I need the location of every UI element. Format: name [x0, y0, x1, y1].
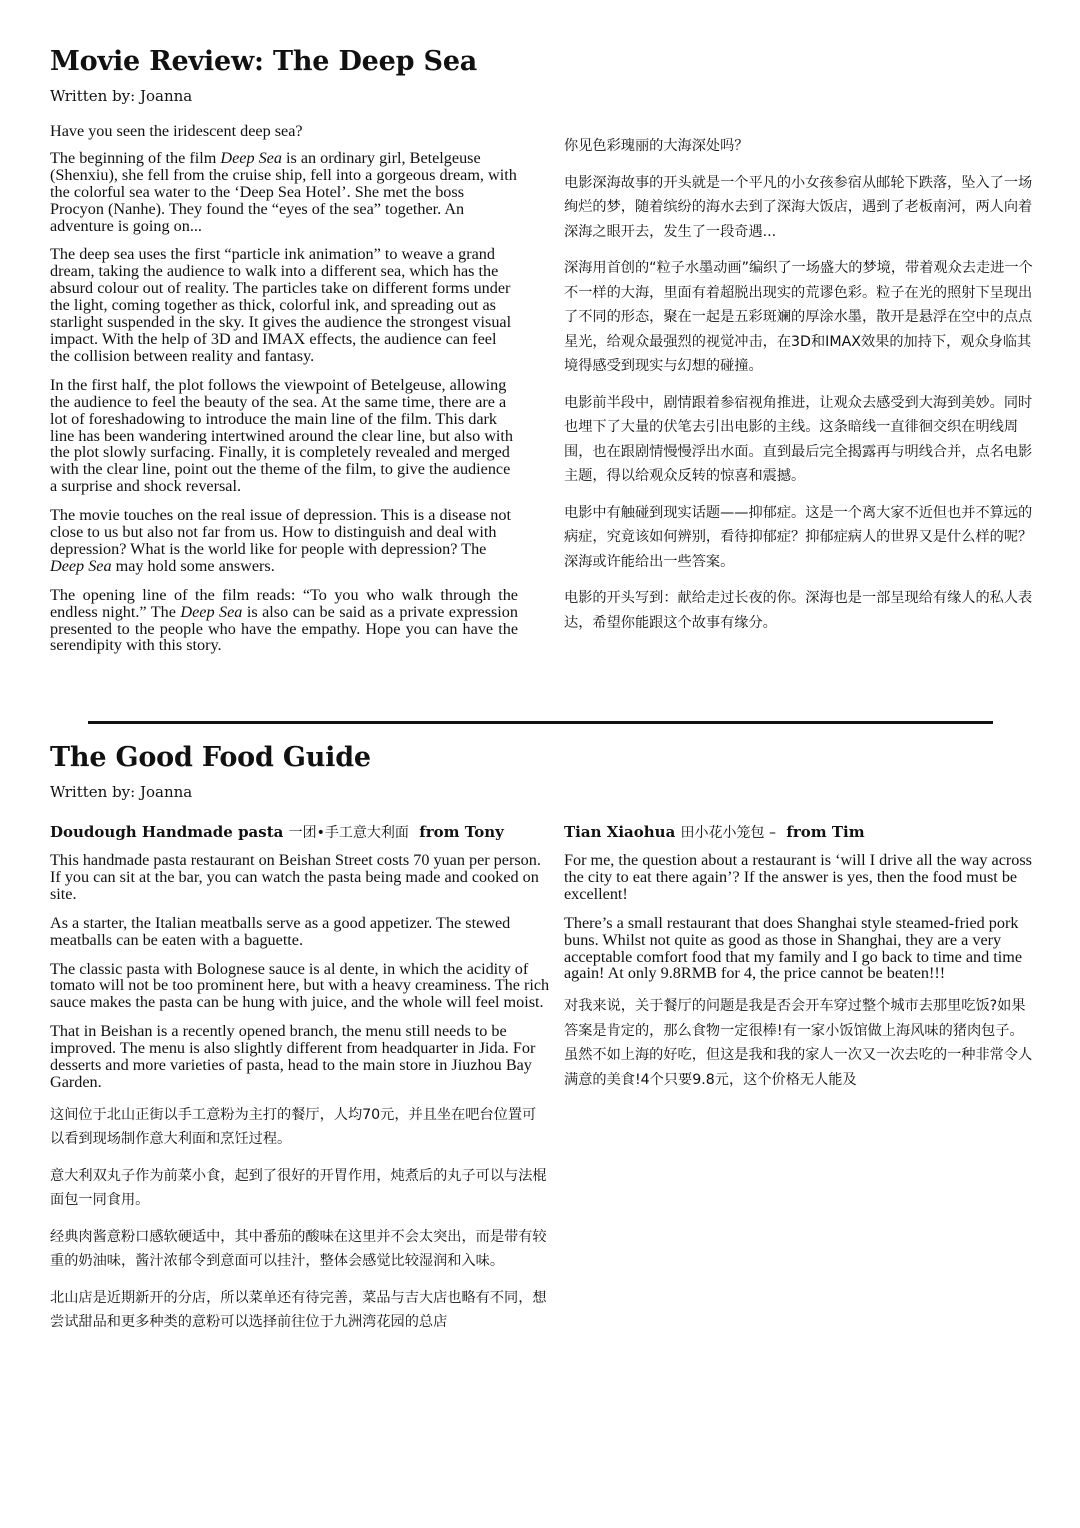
bun-en-paragraph-2: There’s a small restaurant that does Shanghai style steamed-fried pork buns. Whilst not quite as good as those in Shanghai, they are a very acceptable comfort food that my family and I go back to time and time again! At only 9.8RMB for 4, the price cannot be beaten!!!: [564, 913, 1023, 983]
movie-zh-paragraph-2: 电影深海故事的开头就是一个平凡的小女孩参宿从邮轮下跌落，坠入了一场绚烂的梦，随着缤纷的海水去到了深海大饭店，遇到了老板南河，两人向着深海之眼开去，发生了一段奇遇...: [564, 174, 1033, 240]
pasta-heading-cn: 一团•手工意大利面: [288, 825, 409, 841]
bun-heading-en: Tian Xiaohua: [564, 823, 681, 841]
pasta-restaurant-heading: [50, 822, 550, 843]
movie-review-title: Movie Review: The Deep Sea: [50, 46, 478, 77]
pasta-heading-author: from Tony: [408, 823, 504, 841]
section-divider: [88, 721, 993, 724]
movie-en-p2-text-a: The beginning of the film: [50, 148, 221, 167]
movie-zh-paragraph-1: 你见色彩瑰丽的大海深处吗？: [564, 138, 749, 154]
pasta-en-paragraph-3: The classic pasta with Bolognese sauce is al dente, in which the acidity of tomato will not be too prominent here, but with a heavy creaminess. The rich sauce makes the pasta can be hung with juice, and the whole will feel moist.: [50, 959, 550, 1012]
pasta-zh-paragraph-2: 意大利双丸子作为前菜小食，起到了很好的开胃作用，炖煮后的丸子可以与法棍面包一同食用。: [50, 1167, 547, 1209]
food-guide-right-column: [564, 822, 1034, 1104]
movie-zh-paragraph-3: 深海用首创的“粒子水墨动画”编织了一场盛大的梦境，带着观众去走进一个不一样的大海，里面有着超脱出现实的荒谬色彩。粒子在光的照射下呈现出了不同的形态，聚在一起是五彩斑斓的厚涂水墨，散开是悬浮在空中的点点星光，给观众最强烈的视觉冲击，在3D和IMAX效果的加持下，观众身临其境得感受到现实与幻想的碰撞。: [564, 260, 1033, 374]
pasta-zh-paragraph-4: 北山店是近期新开的分店，所以菜单还有待完善，菜品与吉大店也略有不同，想尝试甜品和更多种类的意粉可以选择前往位于九洲湾花园的总店: [50, 1289, 547, 1331]
movie-en-p5-text-b: may hold some answers.: [111, 556, 275, 575]
movie-en-p2-film-title: Deep Sea: [220, 148, 282, 167]
movie-en-paragraph-5: [50, 507, 518, 575]
pasta-heading-en: Doudough Handmade pasta: [50, 823, 289, 841]
pasta-en-paragraph-2: As a starter, the Italian meatballs serve as a good appetizer. The stewed meatballs can be eaten with a baguette.: [50, 913, 511, 949]
bun-heading-author: from Tim: [775, 823, 865, 841]
food-guide-left-column: [50, 822, 550, 1347]
pasta-en-paragraph-4: That in Beishan is a recently opened branch, the menu still needs to be improved. The menu is also slightly different from headquarter in Jida. For desserts and more varieties of pasta, head to the main store in Jiuzhou Bay Garden.: [50, 1022, 536, 1091]
movie-zh-paragraph-5: 电影中有触碰到现实话题——抑郁症。这是一个离大家不近但也并不算远的病症，究竟该如何辨别，看待抑郁症？抑郁症病人的世界又是什么样的呢？深海或许能给出一些答案。: [564, 504, 1033, 570]
movie-en-paragraph-4: In the first half, the plot follows the viewpoint of Betelgeuse, allowing the audience to feel the beauty of the sea. At the same time, there are a lot of foreshadowing to introduce the main line of the film. This dark line has been wandering intertwined around the clear line, but also with the plot slowly surfacing. Finally, it is completely revealed and merged with the clear line, point out the theme of the film, to give the audience a surprise and shock reversal.: [50, 375, 513, 496]
bun-en-paragraph-1: For me, the question about a restaurant is ‘will I drive all the way across the city to eat there again’? If the answer is yes, then the food must be excellent!: [564, 851, 1032, 903]
movie-en-paragraph-6: [50, 587, 518, 655]
movie-review-english-column: [50, 123, 518, 666]
bun-zh-paragraph-1: 对我来说，关于餐厅的问题是我是否会开车穿过整个城市去那里吃饭?如果答案是肯定的，那么食物一定很棒!有一家小饭馆做上海风味的猪肉包子。虽然不如上海的好吃，但这是我和我的家人一次又一次去吃的一种非常令人满意的美食!4个只要9.8元，这个价格无人能及: [564, 998, 1033, 1088]
movie-en-p6-text-a: The opening line of the film reads: “To you who walk through the endless night.” The: [50, 585, 518, 621]
movie-en-paragraph-1: Have you seen the iridescent deep sea?: [50, 122, 303, 140]
movie-en-p2-text-b: is an ordinary girl, Betelgeuse (Shenxiu), she fell from the cruise ship, fell into a gorgeous dream, with the colorful sea water to the ‘Deep Sea Hotel’. She met the boss Procyon (Nanhe). They found the “eyes of the sea” together. An adventure is going on...: [50, 148, 517, 235]
movie-en-p5-film-title: Deep Sea: [50, 556, 112, 575]
movie-review-byline: Written by: Joanna: [50, 87, 193, 105]
movie-en-p6-film-title: Deep Sea: [180, 602, 243, 621]
food-guide-title: The Good Food Guide: [50, 742, 371, 773]
movie-en-paragraph-3: The deep sea uses the first “particle ink animation” to weave a grand dream, taking the audience to walk into a different sea, which has the absurd colour out of reality. The particles take on different forms under the light, coming together as thick, colorful ink, and spreading out as starlight suspended in the sky. It gives the audience the strongest visual impact. With the help of 3D and IMAX effects, the audience can feel the collision between reality and fantasy.: [50, 245, 512, 365]
movie-en-p6-text-b: is also can be said as a private expression presented to the people who have the empathy. Hope you can have the serendipity with this story.: [50, 602, 518, 655]
food-guide-byline: Written by: Joanna: [50, 783, 193, 801]
bun-restaurant-heading: [564, 822, 1034, 843]
movie-en-paragraph-2: [50, 150, 518, 235]
movie-review-section: [50, 44, 1033, 655]
pasta-en-paragraph-1: This handmade pasta restaurant on Beishan Street costs 70 yuan per person. If you can sit at the bar, you can watch the pasta being made and cooked on site.: [50, 851, 541, 903]
movie-zh-paragraph-6: 电影的开头写到：献给走过长夜的你。深海也是一部呈现给有缘人的私人表达，希望你能跟这个故事有缘分。: [564, 590, 1033, 631]
pasta-zh-paragraph-3: 经典肉酱意粉口感软硬适中，其中番茄的酸味在这里并不会太突出，而是带有较重的奶油味，酱汁浓郁令到意面可以挂汁，整体会感觉比较湿润和入味。: [50, 1228, 547, 1270]
pasta-zh-paragraph-1: 这间位于北山正街以手工意粉为主打的餐厅，人均70元，并且坐在吧台位置可以看到现场制作意大利面和烹饪过程。: [50, 1106, 537, 1148]
movie-review-chinese-column: [564, 134, 1034, 647]
food-guide-section: [50, 740, 1033, 1331]
movie-zh-paragraph-4: 电影前半段中，剧情跟着参宿视角推进，让观众去感受到大海到美妙。同时也埋下了大量的伏笔去引出电影的主线。这条暗线一直徘徊交织在明线周围，也在跟剧情慢慢浮出水面。直到最后完全揭露再与明线合并，点名电影主题，得以给观众反转的惊喜和震撼。: [564, 394, 1033, 484]
movie-en-p5-text-a: The movie touches on the real issue of depression. This is a disease not close to us but also not far from us. How to distinguish and deal with depression? What is the world like for people with depression? The: [50, 506, 511, 558]
bun-heading-cn: 田小花小笼包 –: [680, 825, 776, 841]
